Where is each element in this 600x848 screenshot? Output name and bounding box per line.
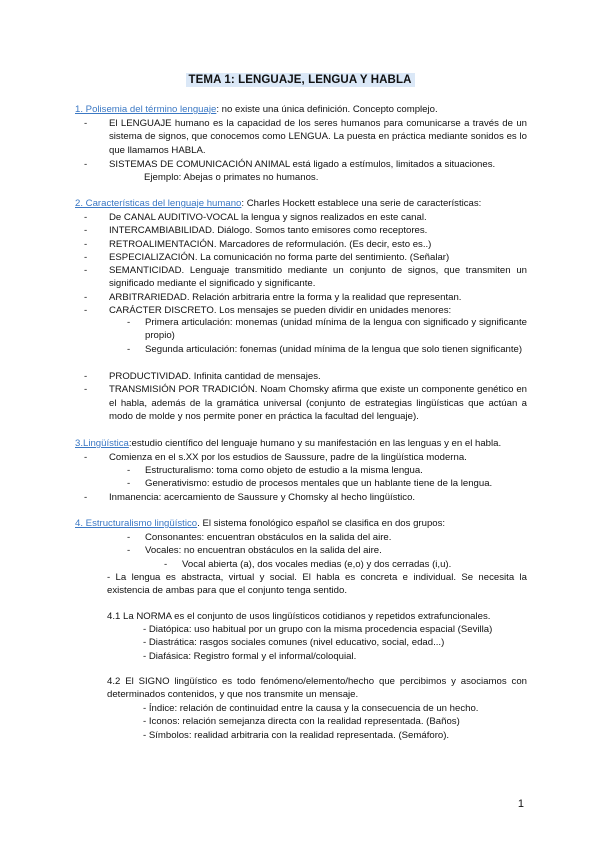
section-3-heading: 3.Lingüística:estudio científico del lenguaje humano y su manifestación en las lenguas y en el habla. [75,438,502,449]
list-item: - Segunda articulación: fonemas (unidad mínima de la lengua que solo tienen significante) [127,343,523,355]
list-item: - CARÁCTER DISCRETO. Los mensajes se pueden dividir en unidades menores: [84,305,452,317]
section-1-item-animal: - SISTEMAS DE COMUNICACIÓN ANIMAL está ligado a estímulos, limitados a situaciones. [84,159,496,170]
list-item: - ARBITRARIEDAD. Relación arbitraria entre la forma y la realidad que representan. [84,291,462,303]
list-item: - Índice: relación de continuidad entre la causa y la consecuencia de un hecho. [143,703,479,714]
list-item: - Estructuralismo: toma como objeto de estudio a la misma lengua. [127,465,423,476]
page-title: TEMA 1: LENGUAJE, LENGUA Y HABLA [0,74,600,86]
signo-paragraph: 4.2 El SIGNO lingüístico es todo fenómeno/elemento/hecho que percibimos y asociamos con determinados contenidos, y que nos transmite un mensaje. [107,676,527,701]
section-2-list-cont [84,370,527,423]
page-number: 1 [517,798,524,810]
list-item: - Consonantes: encuentran obstáculos en la salida del aire. [127,532,392,543]
list-item: - RETROALIMENTACIÓN. Marcadores de reformulación. (Es decir, esto es..) [84,238,432,250]
signo-list [143,702,527,742]
list-item: - TRANSMISIÓN POR TRADICIÓN. Noam Chomsky afirma que existe un componente genético en el habla, además de la gramática universal (conjunto de estrategias lingüísticas que actúan a modo de molde y nos permite poner en práctica la facultad del lenguaje). [84,384,527,422]
section-4-sublist [127,531,527,558]
list-item: - Diastrática: rasgos sociales comunes (nivel educativo, social, edad...) [143,637,445,649]
section-2-sublist [127,316,527,356]
section-2-list [84,211,527,317]
list-item: - ESPECIALIZACIÓN. La comunicación no forma parte del sentimiento. (Señalar) [84,251,450,263]
section-1-heading: 1. Polisemia del término lenguaje: no existe una única definición. Concepto complejo. [75,104,438,115]
list-item: - Diatópica: uso habitual por un grupo con la misma procedencia espacial (Sevilla) [143,624,493,635]
norma-heading: 4.1 La NORMA es el conjunto de usos lingüísticos cotidianos y repetidos extrafuncionales. [107,611,491,622]
section-3-item: - Comienza en el s.XX por los estudios de Saussure, padre de la lingüística moderna. [84,452,467,463]
section-4-paragraph: - La lengua es abstracta, virtual y social. El habla es concreta e individual. Se necesita la existencia de ambas para que el conjunto tenga sentido. [107,572,527,597]
list-item: - Iconos: relación semejanza directa con la realidad representada. (Baños) [143,716,460,728]
section-3-item-inmanencia: - Inmanencia: acercamiento de Saussure y Chomsky al hecho lingüístico. [84,492,416,503]
section-1-item-lenguaje: - El LENGUAJE humano es la capacidad de los seres humanos para comunicarse a través de un sistema de signos, que conocemos como LENGUA. La puesta en práctica mediante sonidos es lo que llamamos HABLA. [84,118,527,156]
section-2-heading: 2. Características del lenguaje humano: Charles Hockett establece una serie de características: [75,198,482,209]
section-1-example: Ejemplo: Abejas o primates no humanos. [144,172,319,183]
section-4-heading: 4. Estructuralismo lingüístico. El sistema fonológico español se clasifica en dos grupos: [75,518,446,529]
list-item: - INTERCAMBIABILIDAD. Diálogo. Somos tanto emisores como receptores. [84,225,428,237]
list-item: - Diafásica: Registro formal y el informal/coloquial. [143,650,357,662]
section-3-sublist [127,464,527,491]
list-item: - Vocales: no encuentran obstáculos en la salida del aire. [127,545,382,557]
list-item: - PRODUCTIVIDAD. Infinita cantidad de mensajes. [84,371,321,382]
norma-list [143,623,527,663]
section-4-subsub: - Vocal abierta (a), dos vocales medias (e,o) y dos cerradas (i,u). [164,559,452,570]
list-item: - De CANAL AUDITIVO-VOCAL la lengua y signos realizados en este canal. [84,212,427,223]
list-item: - Símbolos: realidad arbitraria con la realidad representada. (Semáforo). [143,729,450,741]
list-item: - Generativismo: estudio de procesos mentales que un hablante tiene de la lengua. [127,478,493,490]
list-item: - SEMANTICIDAD. Lenguaje transmitido mediante un conjunto de signos, que transmiten un significado mediante el significado y significante. [84,265,527,290]
list-item: - Primera articulación: monemas (unidad mínima de la lengua con significado y significante propio) [127,317,527,342]
